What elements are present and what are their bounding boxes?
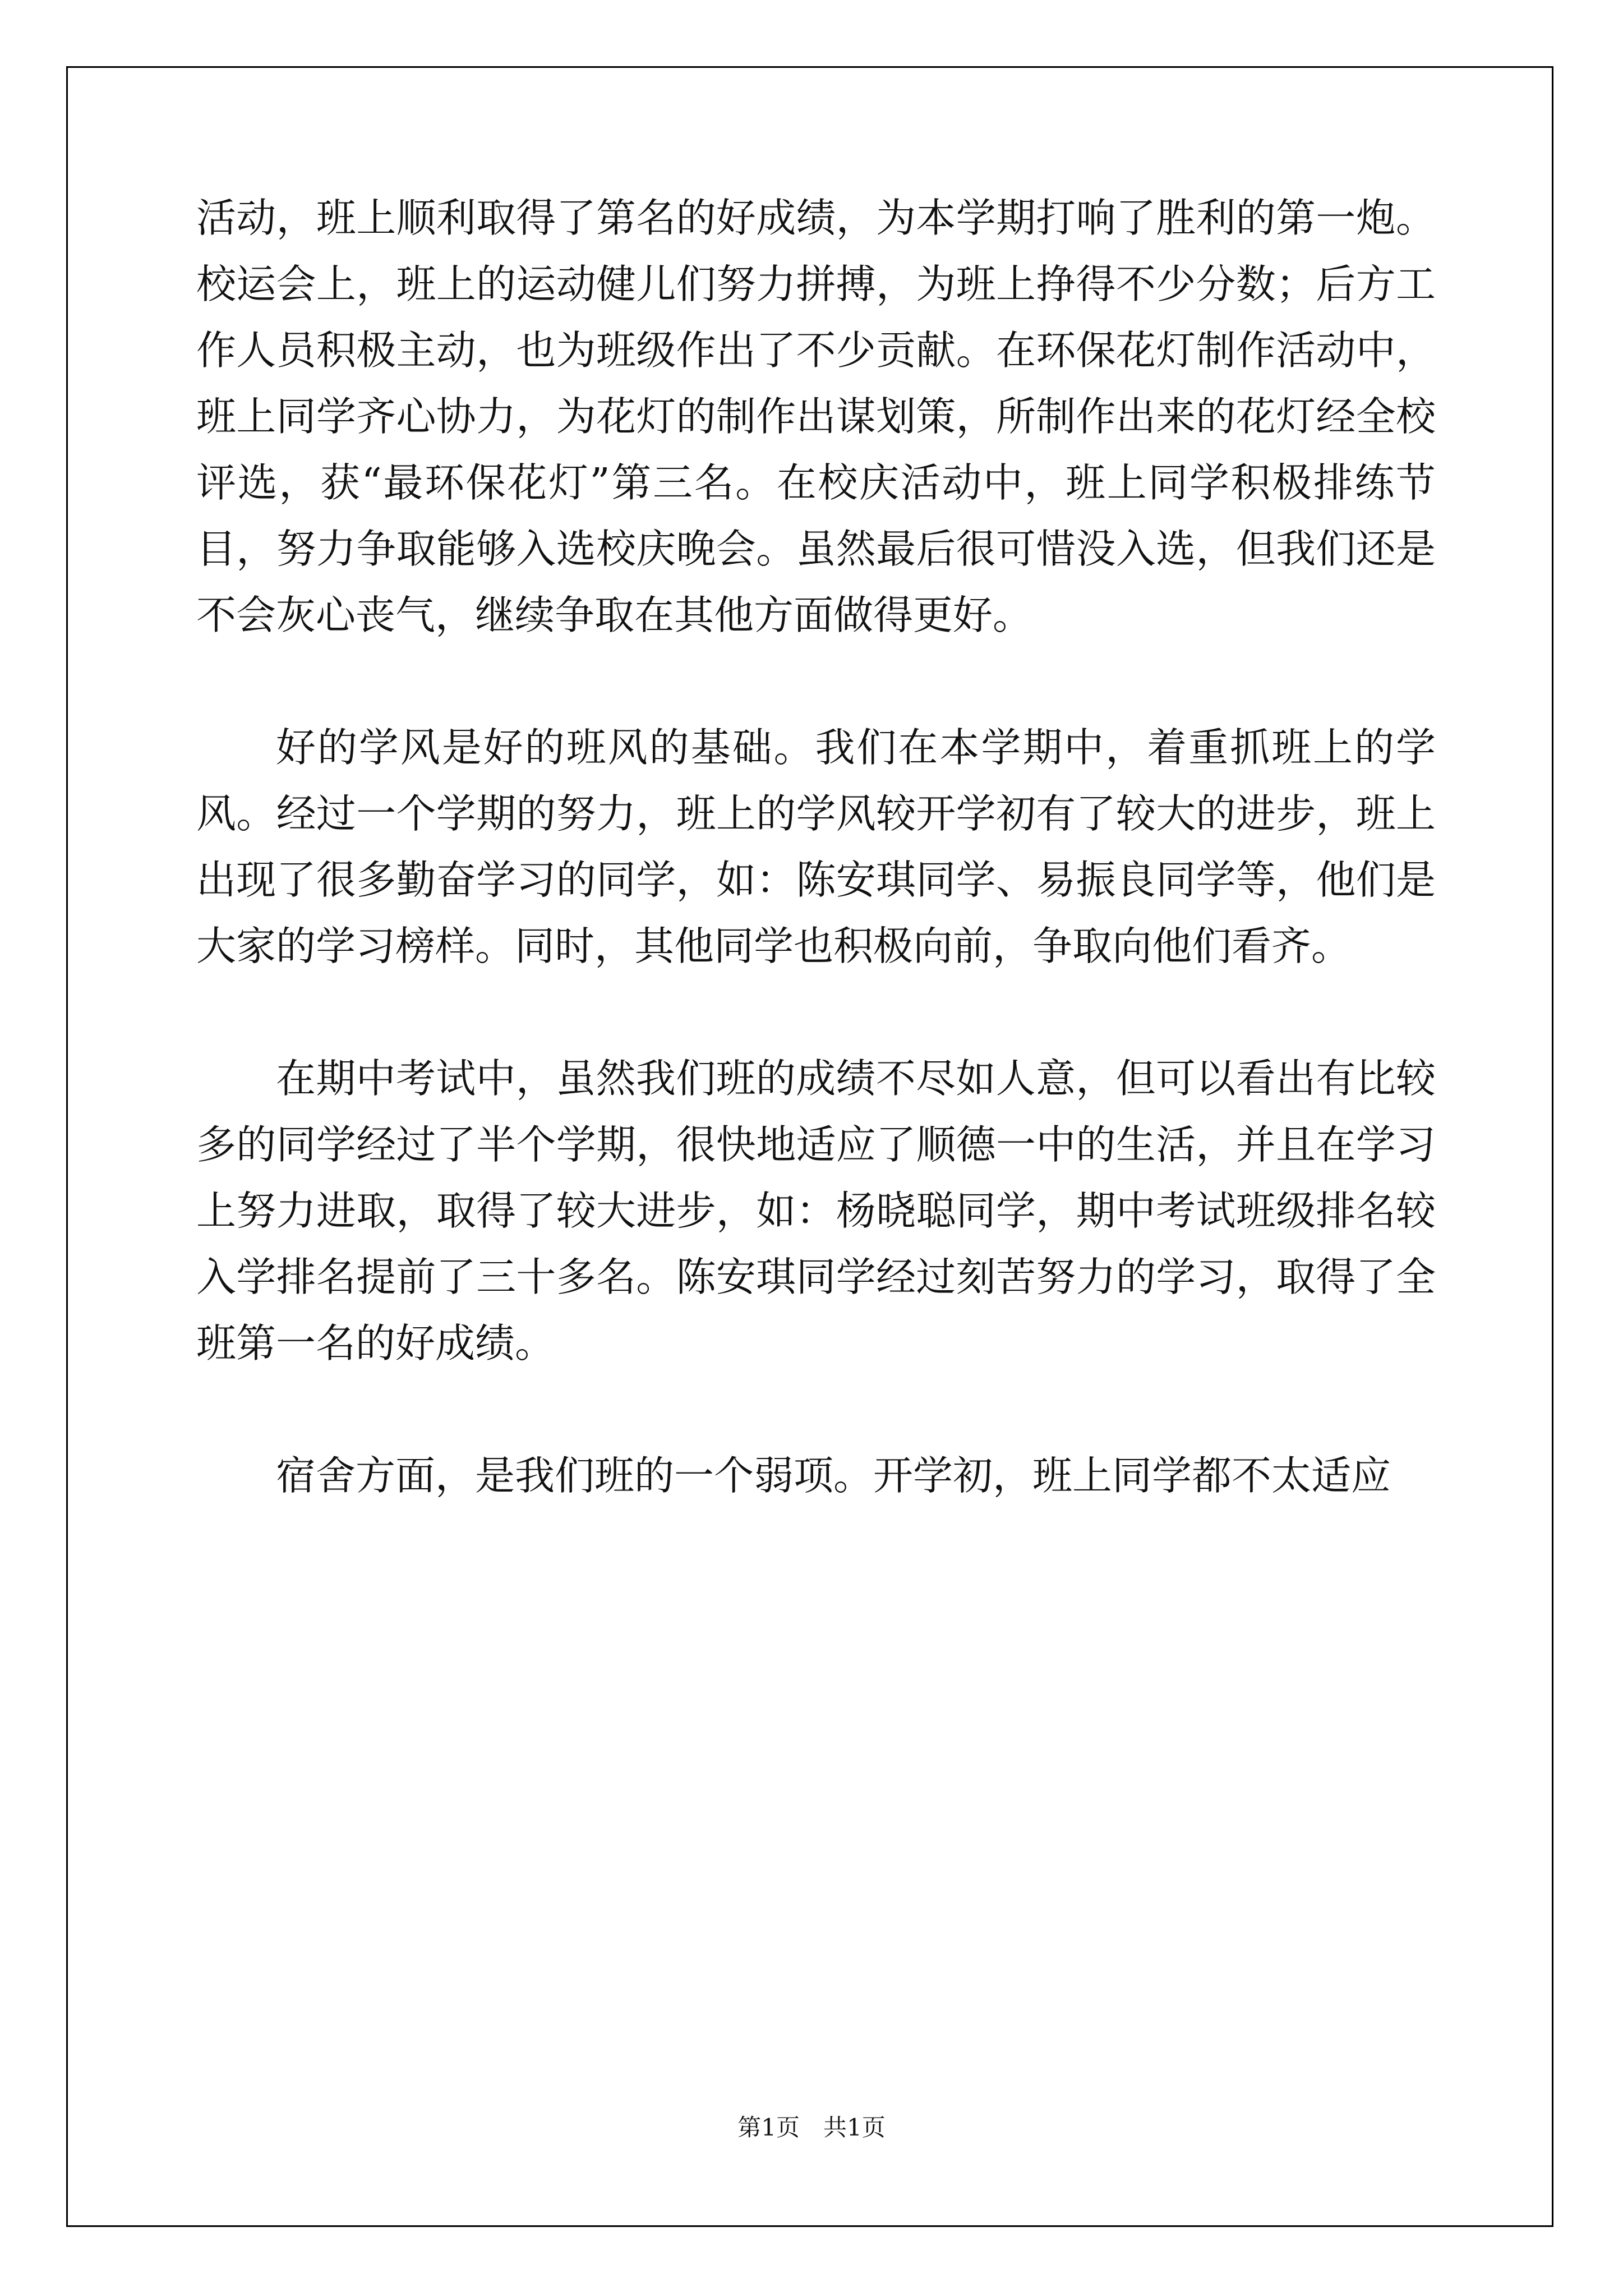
paragraph-3: 在期中考试中，虽然我们班的成绩不尽如人意，但可以看出有比较多的同学经过了半个学期，很快地适应了顺德一中的生活，并且在学习上努力进取，取得了较大进步，如：杨晓聪同学，期中考试班级排名较入学排名提前了三十多名。陈安琪同学经过刻苦努力的学习，取得了全班第一名的好成绩。 xyxy=(196,1055,1436,1366)
paragraph-4: 宿舍方面，是我们班的一个弱项。开学初，班上同学都不太适应 xyxy=(276,1452,1391,1499)
paragraph-2: 好的学风是好的班风的基础。我们在本学期中，着重抓班上的学风。经过一个学期的努力，班上的学风较开学初有了较大的进步，班上出现了很多勤奋学习的同学，如：陈安琪同学、易振良同学等，他们是大家的学习榜样。同时，其他同学也积极向前，争取向他们看齐。 xyxy=(196,724,1436,969)
page-footer: 第1页 共1页 xyxy=(737,2114,886,2141)
paragraph-1: 活动，班上顺利取得了第名的好成绩，为本学期打响了胜利的第一炮。校运会上，班上的运动健儿们努力拼搏，为班上挣得不少分数；后方工作人员积极主动，也为班级作出了不少贡献。在环保花灯制作活动中，班上同学齐心协力，为花灯的制作出谋划策，所制作出来的花灯经全校评选，获“最环保花灯”第三名。在校庆活动中，班上同学积极排练节目，努力争取能够入选校庆晚会。虽然最后很可惜没入选，但我们还是不会灰心丧气，继续争取在其他方面做得更好。 xyxy=(196,195,1436,638)
document-body xyxy=(196,185,1436,1509)
